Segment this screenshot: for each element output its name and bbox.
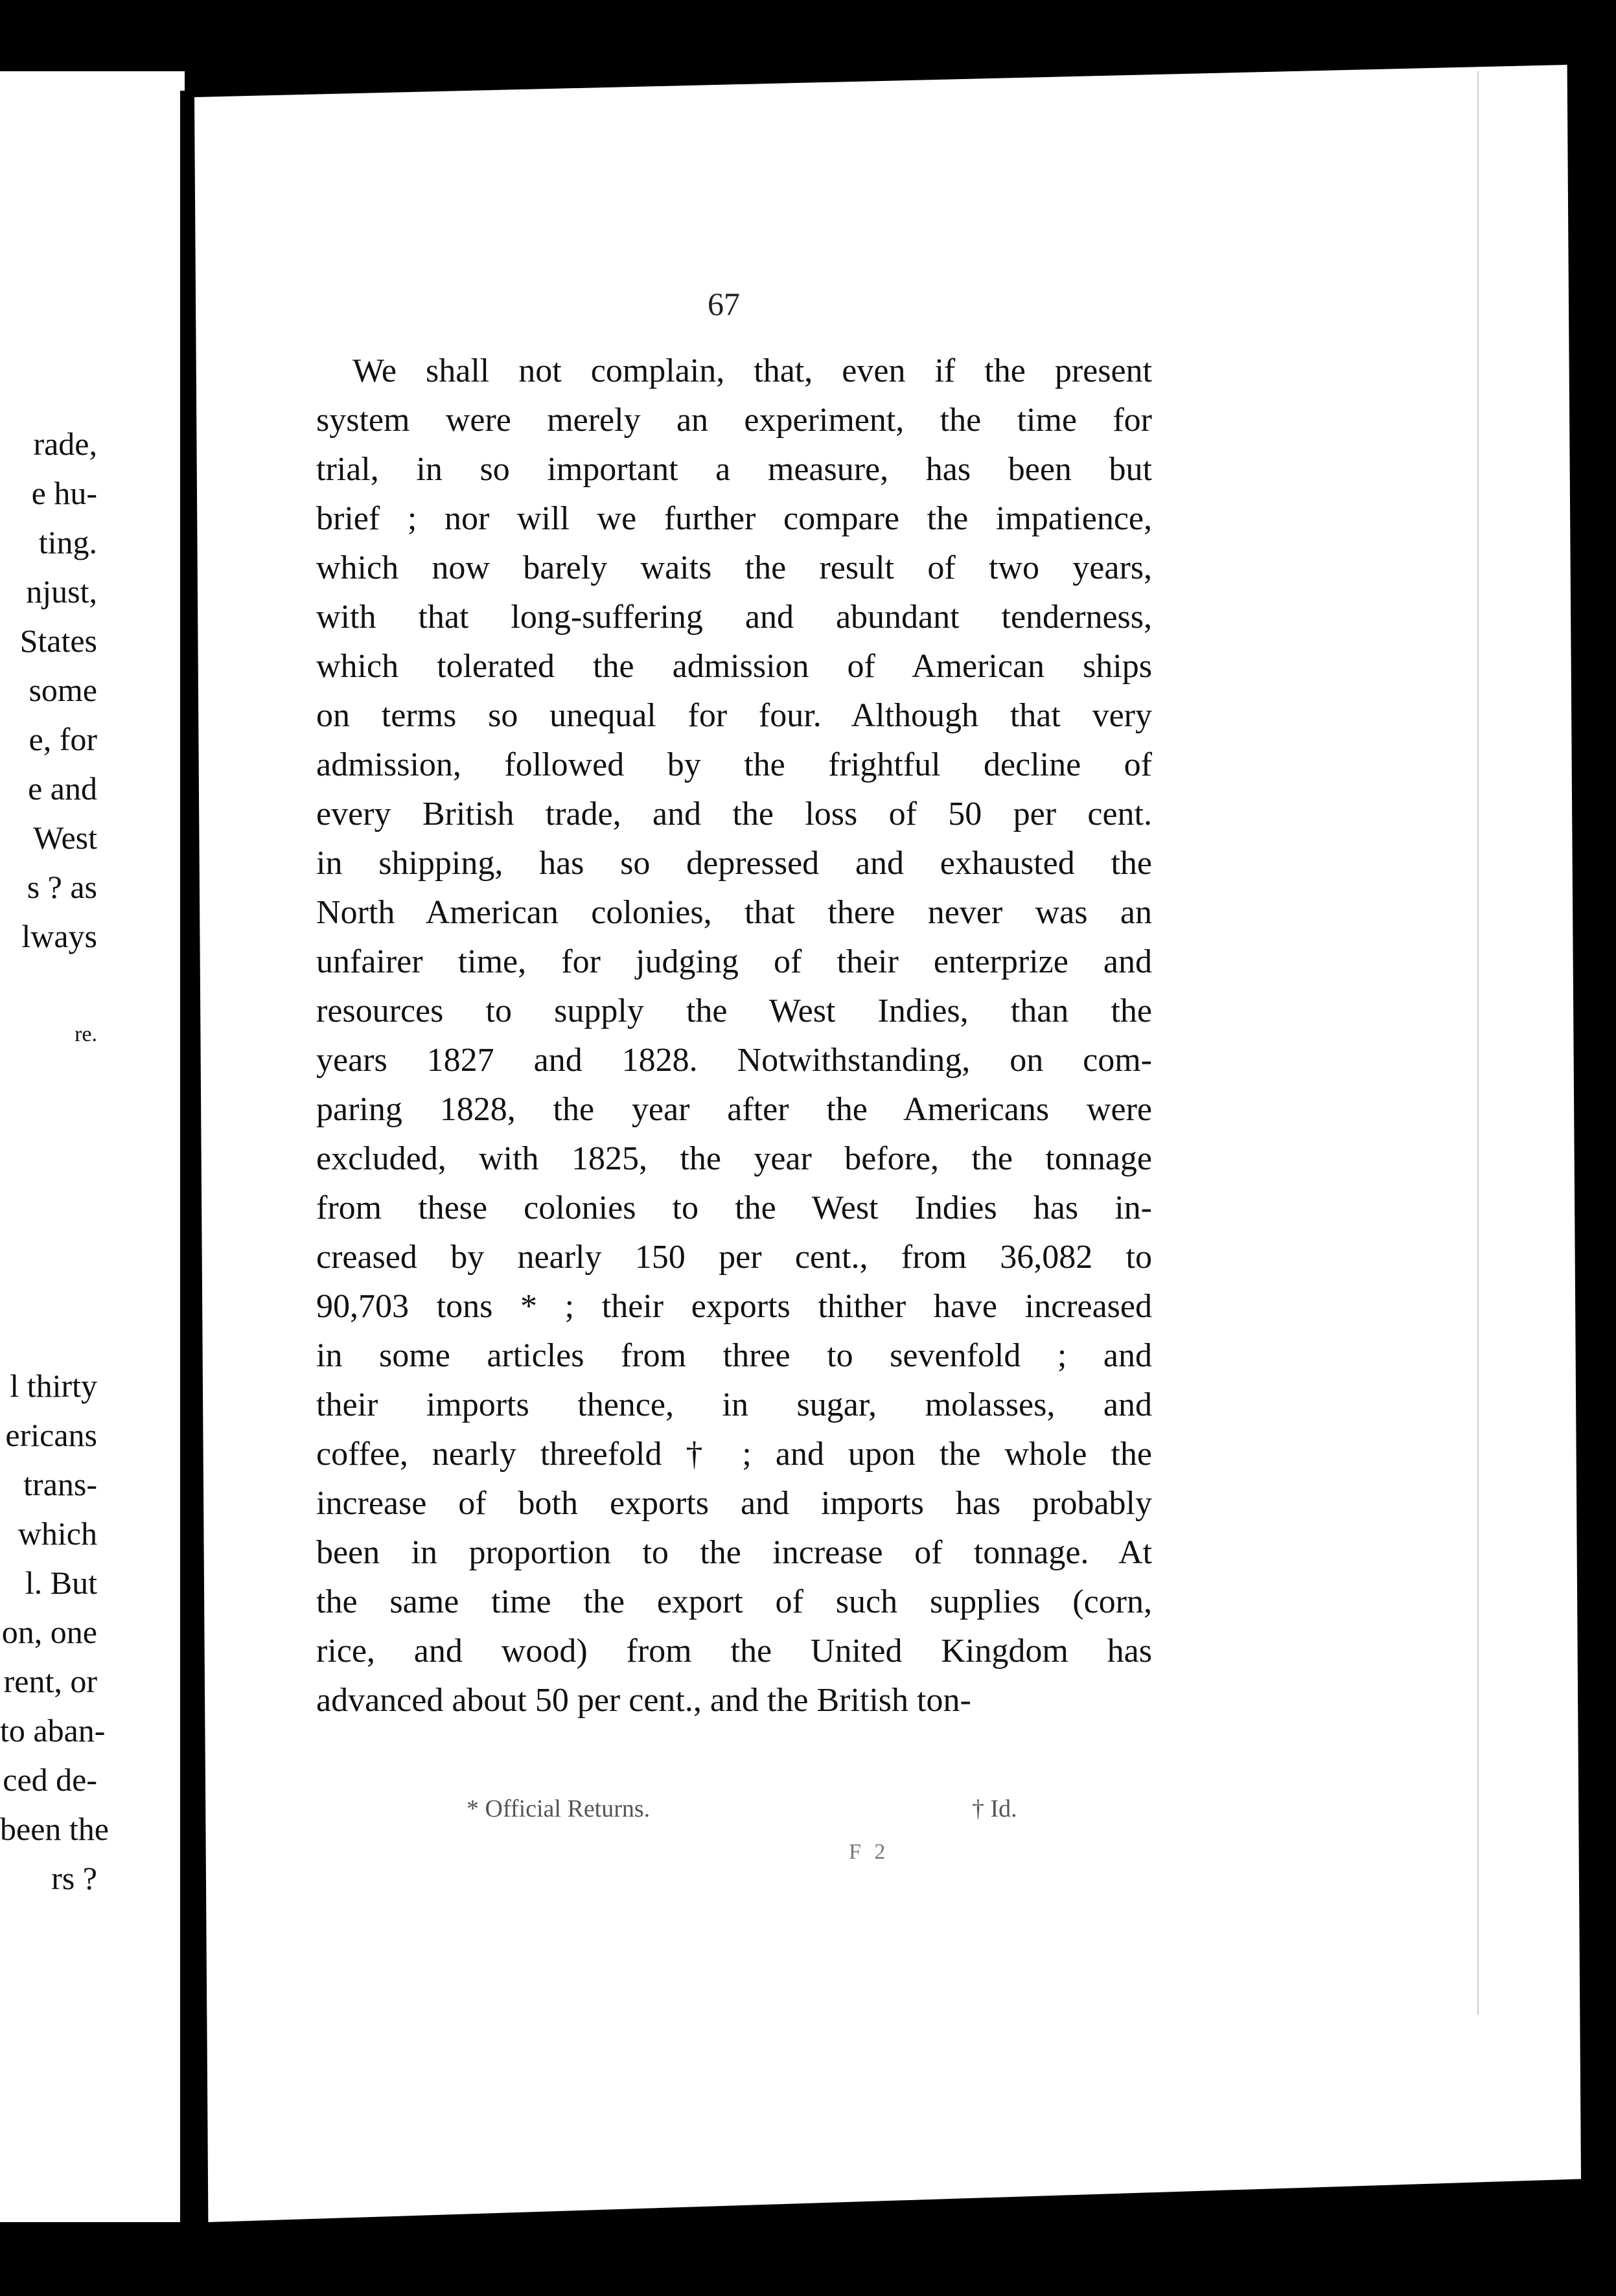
left-line: e and — [28, 770, 97, 807]
text-line: unfairer time, for judging of their enterprize and — [316, 943, 1152, 980]
left-line: rs ? — [51, 1860, 97, 1896]
left-line: lways — [21, 918, 97, 954]
left-line: re. — [75, 1022, 97, 1046]
left-line: e, for — [29, 721, 97, 757]
text-line: rice, and wood) from the United Kingdom has — [316, 1633, 1152, 1670]
left-line: rent, or — [3, 1663, 97, 1699]
footnote-id: † Id. — [972, 1795, 1017, 1822]
left-line: l. But — [25, 1565, 97, 1601]
text-line: creased by nearly 150 per cent., from 36,082 to — [316, 1239, 1152, 1276]
text-line: on terms so unequal for four. Although that very — [316, 697, 1152, 734]
text-line: their imports thence, in sugar, molasses, and — [316, 1386, 1152, 1423]
book-gutter — [180, 91, 194, 2222]
left-line: e hu- — [31, 475, 97, 511]
left-line: West — [33, 820, 97, 856]
text-line: advanced about 50 per cent., and the British ton- — [316, 1682, 971, 1719]
left-line: trans- — [23, 1466, 97, 1502]
text-line: paring 1828, the year after the Americans were — [316, 1091, 1152, 1128]
text-line: resources to supply the West Indies, than the — [316, 993, 1152, 1029]
text-line: system were merely an experiment, the time for — [316, 402, 1152, 439]
text-line: brief ; nor will we further compare the impatience, — [316, 500, 1152, 537]
left-line: to aban- — [0, 1712, 106, 1749]
left-line: njust, — [26, 573, 97, 610]
left-line: on, one — [1, 1614, 97, 1650]
footnote-official-returns: * Official Returns. — [467, 1795, 651, 1822]
left-line: l thirty — [10, 1368, 97, 1404]
text-line: We shall not complain, that, even if the present — [352, 352, 1152, 389]
text-line: the same time the export of such supplies (corn, — [316, 1583, 1152, 1620]
left-line: States — [19, 623, 97, 659]
page-edge-shadow — [1477, 71, 1582, 2015]
text-line: 90,703 tons * ; their exports thither have increased — [316, 1288, 1152, 1325]
text-line: years 1827 and 1828. Notwithstanding, on com- — [316, 1042, 1152, 1079]
text-line: every British trade, and the loss of 50 per cent. — [316, 796, 1152, 832]
left-line: s ? as — [27, 869, 97, 905]
signature-mark: F 2 — [849, 1840, 890, 1864]
left-line: some — [29, 672, 97, 708]
text-line: excluded, with 1825, the year before, the tonnage — [316, 1140, 1152, 1177]
text-line: in shipping, has so depressed and exhausted the — [316, 845, 1152, 882]
footnotes — [467, 1795, 1050, 1833]
left-line: which — [17, 1515, 97, 1552]
left-line: ting. — [38, 524, 97, 560]
left-line: ced de- — [3, 1762, 97, 1798]
page-number: 67 — [708, 286, 740, 322]
text-line: trial, in so important a measure, has been but — [316, 451, 1152, 488]
text-line: been in proportion to the increase of tonnage. At — [316, 1534, 1152, 1571]
text-line: admission, followed by the frightful decline of — [316, 746, 1152, 783]
text-line: with that long-suffering and abundant tenderness, — [316, 599, 1152, 636]
left-line: ericans — [5, 1417, 97, 1453]
text-line: in some articles from three to sevenfold ; and — [316, 1337, 1152, 1374]
text-line: which now barely waits the result of two years, — [316, 549, 1152, 586]
text-line: increase of both exports and imports has probably — [316, 1485, 1152, 1522]
left-line: rade, — [33, 426, 97, 462]
left-line: been the — [0, 1811, 109, 1847]
left-facing-page — [0, 71, 185, 2222]
text-line: which tolerated the admission of American ships — [316, 648, 1152, 685]
text-line: coffee, nearly threefold † ; and upon the whole the — [316, 1436, 1152, 1473]
text-line: from these colonies to the West Indies has in- — [316, 1189, 1152, 1226]
text-line: North American colonies, that there never was an — [316, 894, 1152, 931]
